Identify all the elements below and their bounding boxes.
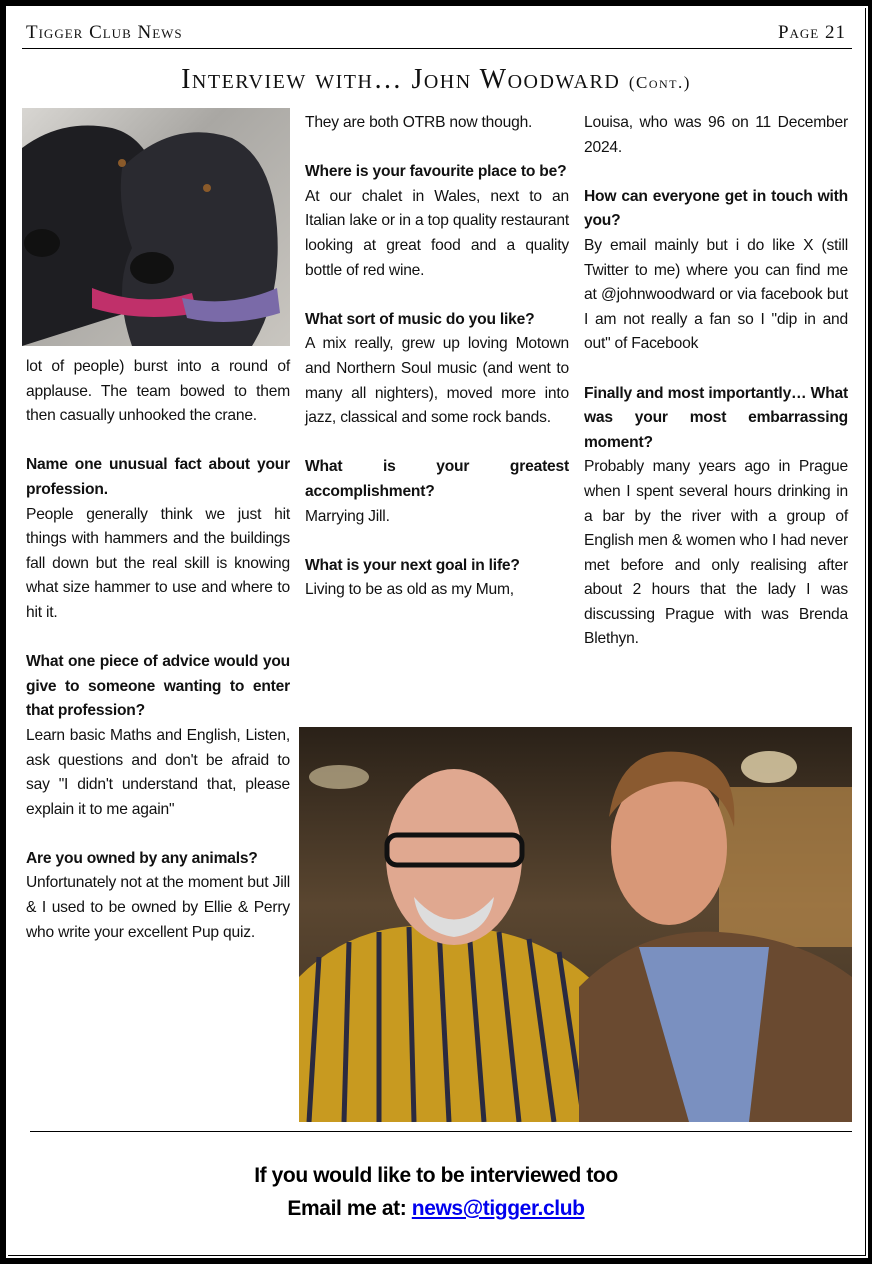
question: Are you owned by any animals? xyxy=(26,849,258,867)
column-1 xyxy=(26,355,290,970)
col1-intro: lot of people) burst into a round of applause. The team bowed to them then casually unhooked the crane. xyxy=(26,358,290,425)
title-main: Interview with… John Woodward xyxy=(181,64,621,95)
question: What sort of music do you like? xyxy=(305,310,535,328)
qa-item xyxy=(305,554,569,603)
greyhounds-photo xyxy=(22,108,290,346)
publication-name: Tigger Club News xyxy=(26,22,183,43)
qa-item xyxy=(26,847,290,945)
answer: Probably many years ago in Prague when I spent several hours drinking in a bar by the river with a group of English men & women who I had never met before and only realising after about 2 hours that the lady I was discussing Prague with was Brenda Blethyn. xyxy=(584,458,848,648)
qa-item xyxy=(26,650,290,822)
footer-line-1: If you would like to be interviewed too xyxy=(254,1164,618,1187)
question: How can everyone get in touch with you? xyxy=(584,187,848,230)
answer: Living to be as old as my Mum, xyxy=(305,581,514,599)
answer: Learn basic Maths and English, Listen, ask questions and don't be afraid to say "I didn't understand that, please explain it to me again" xyxy=(26,726,290,818)
qa-item xyxy=(305,308,569,431)
page-number: Page 21 xyxy=(777,22,846,43)
column-2 xyxy=(305,111,569,627)
interviewee-photo xyxy=(299,727,852,1122)
page-title xyxy=(0,64,872,96)
footer-line-2 xyxy=(0,1197,872,1221)
question: Where is your favourite place to be? xyxy=(305,163,567,181)
col3-intro: Louisa, who was 96 on 11 December 2024. xyxy=(584,114,848,156)
title-suffix: (Cont.) xyxy=(628,73,691,92)
footer-email-label: Email me at: xyxy=(287,1197,412,1220)
qa-item xyxy=(305,455,569,529)
qa-item xyxy=(584,185,848,357)
answer: Marrying Jill. xyxy=(305,507,390,525)
answer: At our chalet in Wales, next to an Italian lake or in a top quality restaurant looking at great food and a quality bottle of red wine. xyxy=(305,187,569,279)
answer: Unfortunately not at the moment but Jill & I used to be owned by Ellie & Perry who write your excellent Pup quiz. xyxy=(26,874,290,941)
email-link[interactable]: news@tigger.club xyxy=(411,1197,585,1220)
question: Finally and most importantly… What was your most embarrassing moment? xyxy=(584,384,848,451)
col2-intro: They are both OTRB now though. xyxy=(305,114,533,131)
question: What is your greatest accomplishment? xyxy=(305,458,569,500)
header-rule xyxy=(22,48,852,49)
column-3 xyxy=(584,111,848,677)
qa-item xyxy=(584,382,848,653)
question: What is your next goal in life? xyxy=(305,556,520,574)
footer-rule xyxy=(30,1131,852,1132)
question: Name one unusual fact about your profession. xyxy=(26,456,290,498)
qa-item xyxy=(26,453,290,625)
answer: By email mainly but i do like X (still Twitter to me) where you can find me at @johnwoodward or via facebook but I am not really a fan so I "dip in and out" of Facebook xyxy=(584,236,848,353)
answer: A mix really, grew up loving Motown and Northern Soul music (and went to many all nighters), moved more into jazz, classical and some rock bands. xyxy=(305,335,569,427)
question: What one piece of advice would you give to someone wanting to enter that profession? xyxy=(26,653,290,720)
answer: People generally think we just hit things with hammers and the buildings fall down but the real skill is knowing what size hammer to use and where to hit it. xyxy=(26,505,290,621)
qa-item xyxy=(305,160,569,283)
